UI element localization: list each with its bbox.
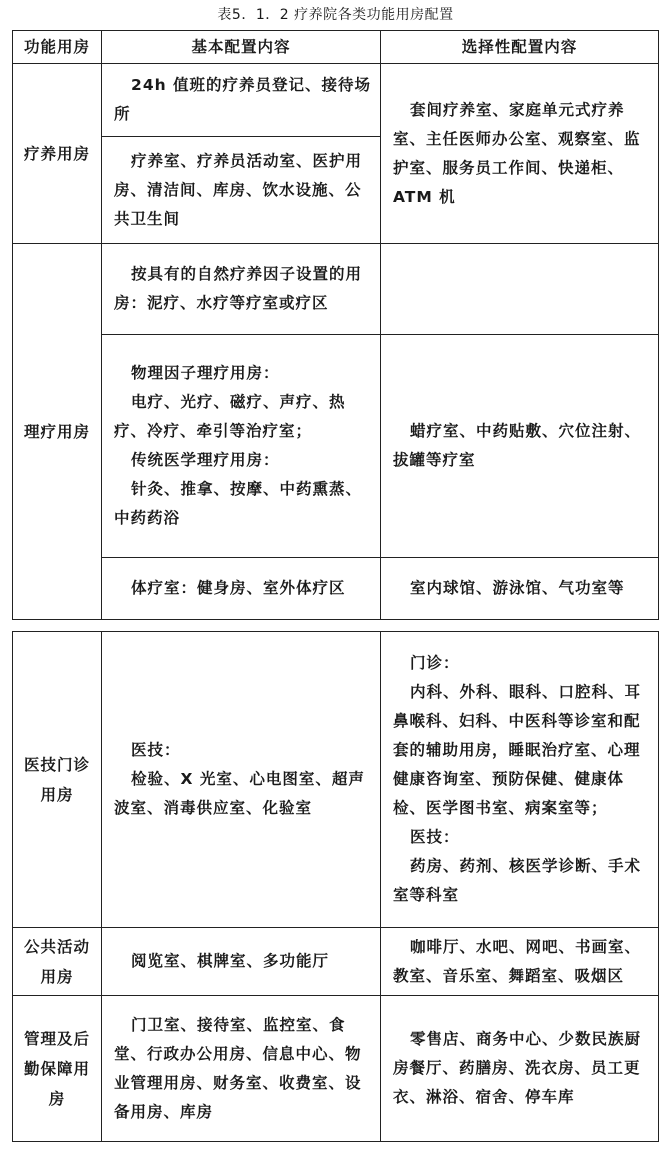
basic-cell	[102, 928, 381, 996]
header-optional-config: 选择性配置内容	[381, 31, 659, 64]
cell-text: 咖啡厅、水吧、网吧、书画室、教室、音乐室、舞蹈室、吸烟区	[393, 937, 642, 985]
basic-cell	[102, 137, 381, 244]
cell-text: 零售店、商务中心、少数民族厨房餐厅、药膳房、洗衣房、员工更衣、淋浴、宿舍、停车库	[393, 1030, 642, 1106]
cell-text: 体疗室：健身房、室外体疗区	[131, 579, 346, 597]
header-basic-config: 基本配置内容	[102, 31, 381, 64]
table-row	[13, 632, 659, 928]
optional-cell	[381, 335, 659, 558]
cell-text: 物理因子理疗用房：	[131, 364, 280, 382]
cell-text: 按具有的自然疗养因子设置的用房：泥疗、水疗等疗室或疗区	[114, 265, 363, 312]
cell-text: 室内球馆、游泳馆、气功室等	[410, 579, 625, 597]
table-row	[13, 928, 659, 996]
optional-cell	[381, 632, 659, 928]
cell-text: 门诊：	[410, 654, 460, 672]
cell-text: 24h 值班的疗养员登记、接待场所	[114, 76, 372, 123]
basic-cell	[102, 64, 381, 137]
cell-text: 传统医学理疗用房：	[131, 451, 280, 469]
basic-cell	[102, 335, 381, 558]
table-title: 表5．1．2 疗养院各类功能用房配置	[217, 7, 454, 23]
basic-cell	[102, 558, 381, 620]
optional-cell	[381, 928, 659, 996]
optional-cell	[381, 244, 659, 335]
basic-cell	[102, 632, 381, 928]
cell-text: 药房、药剂、核医学诊断、手术室等科室	[393, 857, 642, 904]
cell-text: 疗养室、疗养员活动室、医护用房、清洁间、库房、饮水设施、公共卫生间	[114, 151, 363, 228]
cell-text: 针灸、推拿、按摩、中药熏蒸、中药药浴	[114, 480, 363, 527]
optional-cell	[381, 558, 659, 620]
optional-cell	[381, 996, 659, 1142]
cell-text: 套间疗养室、家庭单元式疗养室、主任医师办公室、观察室、监护室、服务员工作间、快递柜、ATM 机	[393, 100, 641, 206]
config-table-part-2	[12, 631, 659, 1142]
header-function-rooms: 功能用房	[13, 31, 102, 64]
optional-cell	[381, 64, 659, 244]
basic-cell	[102, 996, 381, 1142]
table-row	[13, 64, 659, 137]
cell-text: 医技：	[131, 741, 181, 759]
category-cell: 理疗用房	[13, 244, 102, 620]
cell-text: 内科、外科、眼科、口腔科、耳鼻喉科、妇科、中医科等诊室和配套的辅助用房，睡眠治疗室、心理健康咨询室、预防保健、健康体检、医学图书室、病案室等；	[393, 683, 642, 817]
category-cell: 管理及后勤保障用房	[13, 996, 102, 1142]
cell-text: 医技：	[410, 828, 460, 846]
header-row	[13, 31, 659, 64]
table-row	[13, 996, 659, 1142]
basic-cell	[102, 244, 381, 335]
cell-text: 阅览室、棋牌室、多功能厅	[131, 952, 330, 970]
cell-text: 蜡疗室、中药贴敷、穴位注射、拔罐等疗室	[393, 422, 642, 469]
table-row	[13, 558, 659, 620]
cell-text: 门卫室、接待室、监控室、食堂、行政办公用房、信息中心、物业管理用房、财务室、收费室、设备用房、库房	[114, 1015, 362, 1121]
table-row	[13, 244, 659, 335]
cell-text: 检验、X 光室、心电图室、超声波室、消毒供应室、化验室	[114, 770, 365, 817]
config-table-part-1	[12, 30, 659, 620]
cell-text: 电疗、光疗、磁疗、声疗、热疗、冷疗、牵引等治疗室；	[114, 393, 346, 440]
table-row	[13, 335, 659, 558]
category-cell: 医技门诊用房	[13, 632, 102, 928]
category-cell: 公共活动用房	[13, 928, 102, 996]
category-cell: 疗养用房	[13, 64, 102, 244]
